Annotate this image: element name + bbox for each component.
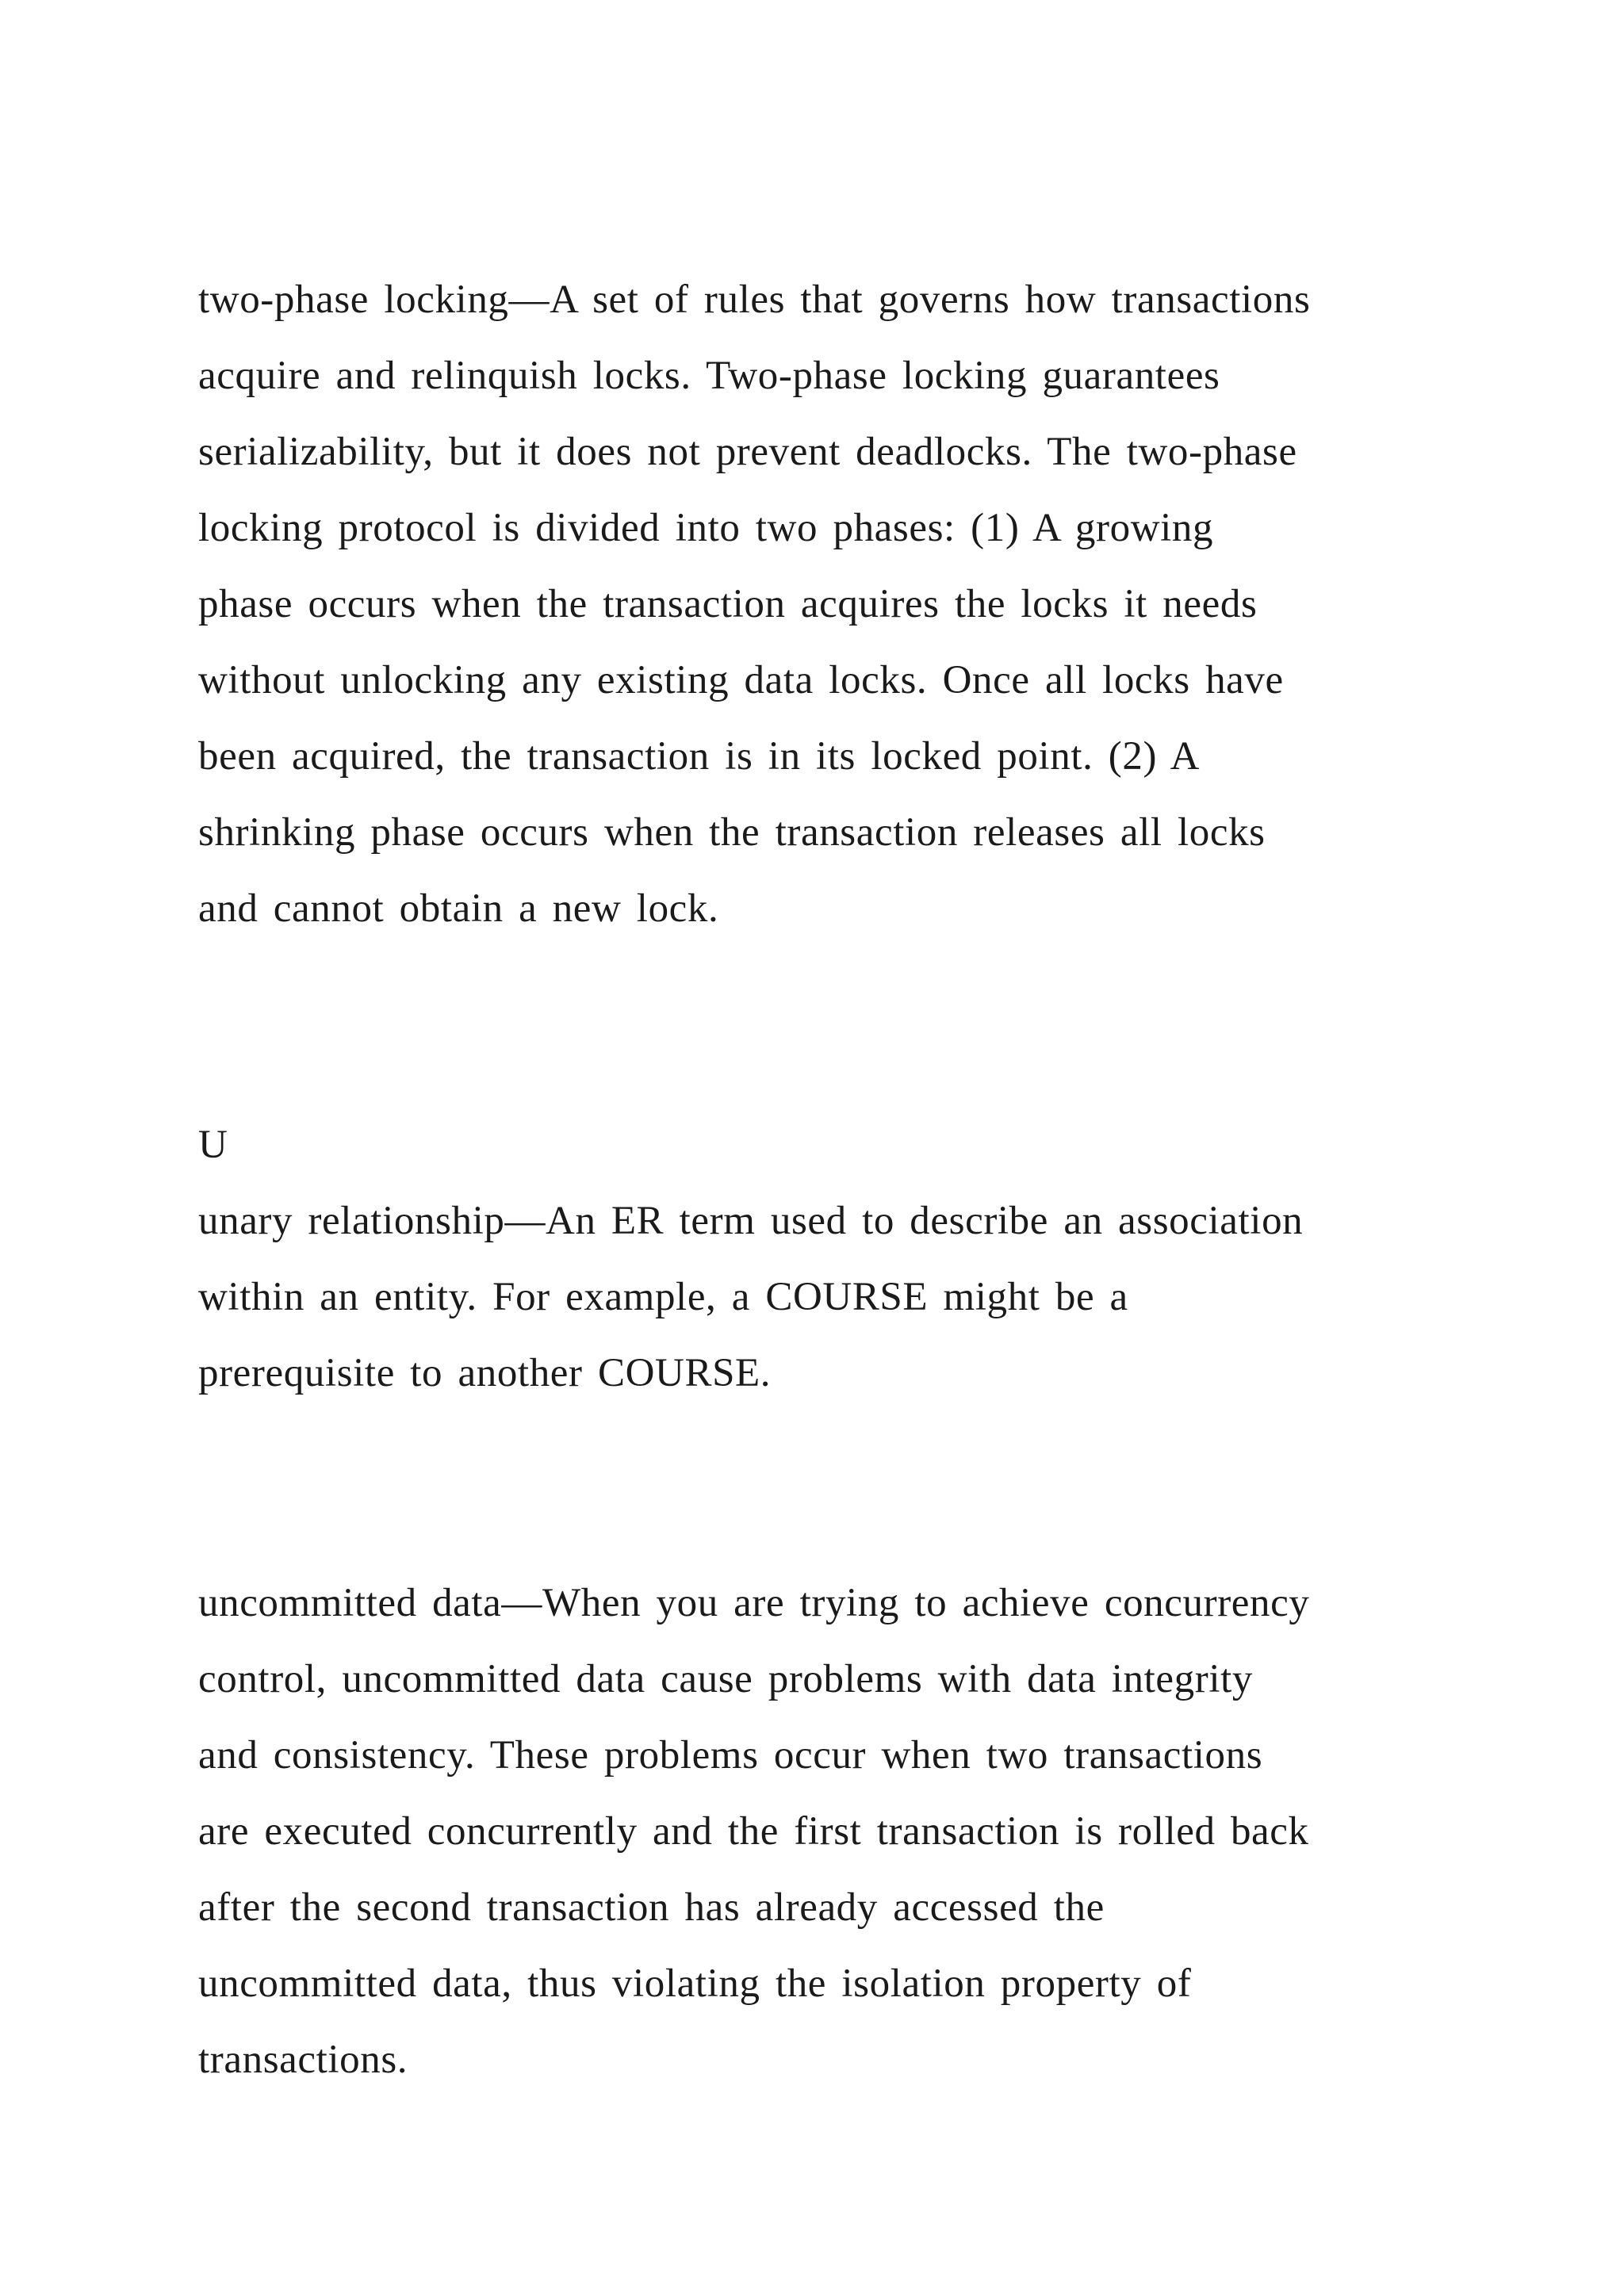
- entry-text-line: and consistency. These problems occur when two transactions: [198, 1733, 1263, 1777]
- entry-text-line: two-phase locking—A set of rules that governs how transactions: [198, 277, 1311, 322]
- entry-text-line: prerequisite to another COURSE.: [198, 1351, 772, 1395]
- entry-text-line: uncommitted data, thus violating the isolation property of: [198, 1961, 1192, 2006]
- glossary-entry-unary-relationship: [198, 1183, 1435, 1411]
- entry-text-line: within an entity. For example, a COURSE might be a: [198, 1275, 1128, 1319]
- entry-text-line: locking protocol is divided into two phases: (1) A growing: [198, 506, 1214, 550]
- entry-text-line: serializability, but it does not prevent deadlocks. The two-phase: [198, 430, 1297, 474]
- entry-text-line: acquire and relinquish locks. Two-phase locking guarantees: [198, 354, 1220, 398]
- entry-text-line: transactions.: [198, 2038, 408, 2082]
- glossary-entry-two-phase-locking: [198, 262, 1435, 947]
- entry-text-line: shrinking phase occurs when the transaction releases all locks: [198, 810, 1266, 855]
- entry-text-line: unary relationship—An ER term used to describe an association: [198, 1199, 1304, 1243]
- glossary-entry-uncommitted-data: [198, 1565, 1435, 2098]
- entry-text-line: without unlocking any existing data locks. Once all locks have: [198, 658, 1284, 702]
- entry-text-line: uncommitted data—When you are trying to achieve concurrency: [198, 1581, 1310, 1625]
- entry-text-line: been acquired, the transaction is in its locked point. (2) A: [198, 734, 1201, 779]
- entry-text-line: are executed concurrently and the first transaction is rolled back: [198, 1809, 1309, 1854]
- section-letter-heading: U: [198, 1123, 228, 1167]
- entry-text-line: control, uncommitted data cause problems with data integrity: [198, 1657, 1253, 1701]
- entry-text-line: and cannot obtain a new lock.: [198, 886, 719, 931]
- entry-text-line: phase occurs when the transaction acquires the locks it needs: [198, 582, 1258, 626]
- entry-text-line: after the second transaction has already accessed the: [198, 1885, 1105, 1930]
